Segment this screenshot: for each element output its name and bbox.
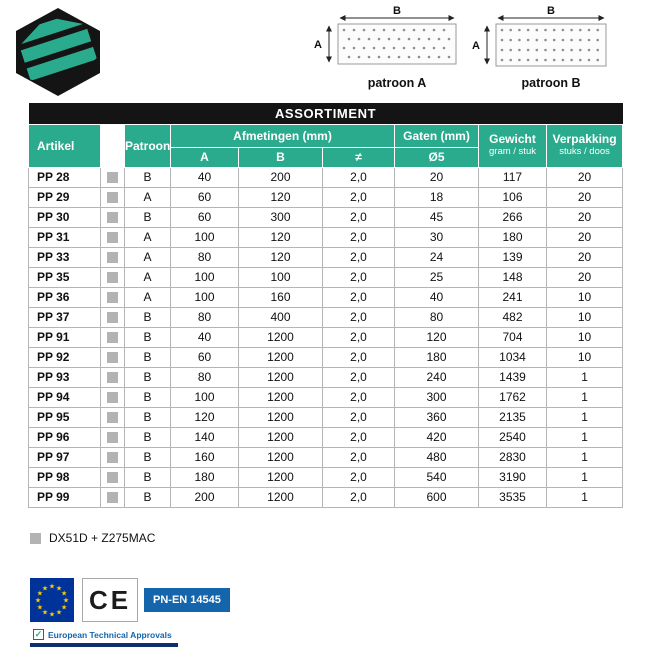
table-row [29, 427, 623, 447]
holes-cell: 120 [395, 327, 479, 347]
material-indicator-cell [101, 387, 125, 407]
dim-a-label: A [314, 39, 322, 51]
thickness-cell: 2,0 [323, 307, 395, 327]
eu-flag-icon [30, 578, 74, 627]
header-afmetingen: Afmetingen (mm) [171, 124, 395, 147]
artikel-cell: PP 29 [29, 187, 101, 207]
holes-cell: 420 [395, 427, 479, 447]
material-indicator-cell [101, 487, 125, 507]
patroon-cell: A [125, 287, 171, 307]
dim-b-cell: 300 [239, 207, 323, 227]
svg-text:★: ★ [55, 609, 63, 617]
patroon-b-diagram [468, 4, 614, 90]
thickness-cell: 2,0 [323, 467, 395, 487]
dim-b-cell: 400 [239, 307, 323, 327]
material-indicator-icon [107, 212, 118, 223]
patroon-cell: B [125, 407, 171, 427]
dim-a-cell: 160 [171, 447, 239, 467]
artikel-cell: PP 98 [29, 467, 101, 487]
packaging-cell: 1 [547, 427, 623, 447]
material-indicator-icon [107, 332, 118, 343]
svg-text:★: ★ [48, 611, 56, 619]
hexagon-logo-icon [10, 6, 106, 98]
material-indicator-cell [101, 247, 125, 267]
packaging-cell: 10 [547, 287, 623, 307]
material-indicator-icon [107, 272, 118, 283]
svg-text:★: ★ [62, 597, 70, 605]
dim-b-label: B [547, 5, 555, 17]
dim-b-label: B [393, 5, 401, 17]
artikel-cell: PP 96 [29, 427, 101, 447]
material-legend-label: DX51D + Z275MAC [49, 531, 156, 545]
weight-cell: 106 [479, 187, 547, 207]
svg-text:★: ★ [41, 585, 49, 593]
table-row [29, 167, 623, 187]
header-verpakking [547, 124, 623, 167]
patroon-cell: B [125, 427, 171, 447]
artikel-cell: PP 95 [29, 407, 101, 427]
thickness-cell: 2,0 [323, 347, 395, 367]
material-indicator-cell [101, 267, 125, 287]
holes-cell: 40 [395, 287, 479, 307]
patroon-cell: B [125, 347, 171, 367]
material-indicator-icon [107, 372, 118, 383]
patroon-cell: A [125, 247, 171, 267]
header-verpakking-title: Verpakking [552, 132, 617, 147]
table-row [29, 267, 623, 287]
holes-cell: 480 [395, 447, 479, 467]
dim-a-cell: 100 [171, 387, 239, 407]
material-indicator-icon [30, 533, 41, 544]
holes-cell: 24 [395, 247, 479, 267]
table-row [29, 347, 623, 367]
packaging-cell: 1 [547, 447, 623, 467]
table-row [29, 227, 623, 247]
thickness-cell: 2,0 [323, 367, 395, 387]
table-row [29, 387, 623, 407]
artikel-cell: PP 28 [29, 167, 101, 187]
material-indicator-icon [107, 172, 118, 183]
material-indicator-cell [101, 327, 125, 347]
material-indicator-cell [101, 287, 125, 307]
packaging-cell: 1 [547, 387, 623, 407]
material-indicator-cell [101, 467, 125, 487]
thickness-cell: 2,0 [323, 267, 395, 287]
thickness-cell: 2,0 [323, 327, 395, 347]
packaging-cell: 1 [547, 367, 623, 387]
material-indicator-icon [107, 352, 118, 363]
eta-badge [30, 627, 178, 647]
svg-text:★: ★ [55, 585, 63, 593]
packaging-cell: 1 [547, 467, 623, 487]
svg-text:★: ★ [36, 604, 44, 612]
thickness-cell: 2,0 [323, 407, 395, 427]
weight-cell: 266 [479, 207, 547, 227]
checkmark-icon: ✓ [34, 629, 43, 639]
thickness-cell: 2,0 [323, 247, 395, 267]
holes-cell: 540 [395, 467, 479, 487]
standard-badge: PN-EN 14545 [144, 588, 230, 612]
artikel-cell: PP 37 [29, 307, 101, 327]
patroon-cell: B [125, 367, 171, 387]
table-row [29, 207, 623, 227]
packaging-cell: 20 [547, 267, 623, 287]
svg-text:★: ★ [34, 597, 42, 605]
svg-text:★: ★ [60, 590, 68, 598]
svg-text:★: ★ [48, 583, 56, 591]
table-row [29, 407, 623, 427]
weight-cell: 1762 [479, 387, 547, 407]
packaging-cell: 1 [547, 487, 623, 507]
dim-a-cell: 200 [171, 487, 239, 507]
holes-cell: 30 [395, 227, 479, 247]
patroon-a-caption: patroon A [367, 76, 427, 90]
header-verpakking-unit: stuks / doos [559, 146, 610, 158]
artikel-cell: PP 35 [29, 267, 101, 287]
material-indicator-cell [101, 367, 125, 387]
dim-a-cell: 60 [171, 207, 239, 227]
weight-cell: 139 [479, 247, 547, 267]
material-indicator-icon [107, 232, 118, 243]
dim-b-cell: 1200 [239, 387, 323, 407]
packaging-cell: 10 [547, 347, 623, 367]
packaging-cell: 20 [547, 227, 623, 247]
header-patroon: Patroon [125, 124, 171, 167]
weight-cell: 180 [479, 227, 547, 247]
dim-a-cell: 180 [171, 467, 239, 487]
header-material-indicator [101, 124, 125, 167]
table-title: ASSORTIMENT [29, 103, 623, 124]
material-indicator-icon [107, 192, 118, 203]
table-row [29, 487, 623, 507]
table-row [29, 187, 623, 207]
weight-cell: 1439 [479, 367, 547, 387]
patroon-cell: B [125, 167, 171, 187]
holes-cell: 240 [395, 367, 479, 387]
holes-cell: 45 [395, 207, 479, 227]
table-row [29, 447, 623, 467]
header-gewicht [479, 124, 547, 167]
header-thickness: ≠ [323, 147, 395, 167]
svg-text:★: ★ [41, 609, 49, 617]
holes-cell: 360 [395, 407, 479, 427]
artikel-cell: PP 93 [29, 367, 101, 387]
material-indicator-cell [101, 407, 125, 427]
patroon-cell: A [125, 227, 171, 247]
weight-cell: 148 [479, 267, 547, 287]
patroon-cell: A [125, 267, 171, 287]
packaging-cell: 20 [547, 207, 623, 227]
svg-text:★: ★ [60, 604, 68, 612]
material-indicator-cell [101, 307, 125, 327]
artikel-cell: PP 91 [29, 327, 101, 347]
header-dim-a: A [171, 147, 239, 167]
dim-a-cell: 80 [171, 307, 239, 327]
weight-cell: 2540 [479, 427, 547, 447]
table-body [29, 167, 623, 507]
ce-mark: CE [82, 578, 138, 622]
dim-b-cell: 120 [239, 187, 323, 207]
material-indicator-cell [101, 347, 125, 367]
patroon-cell: B [125, 467, 171, 487]
material-indicator-icon [107, 312, 118, 323]
artikel-cell: PP 99 [29, 487, 101, 507]
packaging-cell: 10 [547, 327, 623, 347]
weight-cell: 2135 [479, 407, 547, 427]
holes-cell: 600 [395, 487, 479, 507]
dim-b-cell: 160 [239, 287, 323, 307]
dim-a-label: A [472, 40, 480, 52]
holes-cell: 25 [395, 267, 479, 287]
patroon-cell: B [125, 387, 171, 407]
holes-cell: 18 [395, 187, 479, 207]
dim-a-cell: 120 [171, 407, 239, 427]
artikel-cell: PP 36 [29, 287, 101, 307]
weight-cell: 704 [479, 327, 547, 347]
packaging-cell: 10 [547, 307, 623, 327]
material-indicator-icon [107, 452, 118, 463]
material-legend [30, 531, 155, 545]
weight-cell: 482 [479, 307, 547, 327]
thickness-cell: 2,0 [323, 187, 395, 207]
dim-a-cell: 80 [171, 247, 239, 267]
assortiment-table [28, 103, 623, 508]
packaging-cell: 20 [547, 247, 623, 267]
packaging-cell: 20 [547, 167, 623, 187]
thickness-cell: 2,0 [323, 487, 395, 507]
header-hole-diameter: Ø5 [395, 147, 479, 167]
patroon-b-caption: patroon B [521, 76, 581, 90]
material-indicator-icon [107, 472, 118, 483]
material-indicator-cell [101, 207, 125, 227]
table-row [29, 247, 623, 267]
thickness-cell: 2,0 [323, 427, 395, 447]
header-dim-b: B [239, 147, 323, 167]
dim-b-cell: 1200 [239, 347, 323, 367]
weight-cell: 3190 [479, 467, 547, 487]
material-indicator-icon [107, 492, 118, 503]
material-indicator-cell [101, 447, 125, 467]
dim-a-cell: 100 [171, 287, 239, 307]
holes-cell: 180 [395, 347, 479, 367]
dim-b-cell: 100 [239, 267, 323, 287]
thickness-cell: 2,0 [323, 207, 395, 227]
patroon-cell: A [125, 187, 171, 207]
dim-a-cell: 140 [171, 427, 239, 447]
dim-b-cell: 120 [239, 227, 323, 247]
thickness-cell: 2,0 [323, 387, 395, 407]
dim-b-cell: 1200 [239, 327, 323, 347]
eta-label: European Technical Approvals [48, 629, 172, 640]
holes-cell: 20 [395, 167, 479, 187]
table-row [29, 287, 623, 307]
table-row [29, 327, 623, 347]
patroon-a-diagram [310, 4, 460, 90]
dim-b-cell: 1200 [239, 407, 323, 427]
header-gaten: Gaten (mm) [395, 124, 479, 147]
dim-a-cell: 40 [171, 327, 239, 347]
weight-cell: 3535 [479, 487, 547, 507]
dim-a-cell: 60 [171, 347, 239, 367]
dim-a-cell: 60 [171, 187, 239, 207]
header-gewicht-unit: gram / stuk [489, 146, 536, 158]
patroon-cell: B [125, 307, 171, 327]
packaging-cell: 20 [547, 187, 623, 207]
dim-b-cell: 1200 [239, 447, 323, 467]
table-row [29, 367, 623, 387]
artikel-cell: PP 97 [29, 447, 101, 467]
material-indicator-icon [107, 252, 118, 263]
material-indicator-cell [101, 187, 125, 207]
material-indicator-cell [101, 227, 125, 247]
dim-b-cell: 120 [239, 247, 323, 267]
patroon-cell: B [125, 327, 171, 347]
artikel-cell: PP 33 [29, 247, 101, 267]
thickness-cell: 2,0 [323, 447, 395, 467]
dim-b-cell: 1200 [239, 367, 323, 387]
holes-cell: 300 [395, 387, 479, 407]
holes-cell: 80 [395, 307, 479, 327]
material-indicator-icon [107, 432, 118, 443]
dim-b-cell: 1200 [239, 427, 323, 447]
table-row [29, 307, 623, 327]
dim-a-cell: 80 [171, 367, 239, 387]
material-indicator-cell [101, 167, 125, 187]
material-indicator-icon [107, 392, 118, 403]
patroon-cell: B [125, 207, 171, 227]
artikel-cell: PP 94 [29, 387, 101, 407]
dim-b-cell: 200 [239, 167, 323, 187]
weight-cell: 117 [479, 167, 547, 187]
artikel-cell: PP 30 [29, 207, 101, 227]
header-artikel: Artikel [29, 124, 101, 167]
weight-cell: 1034 [479, 347, 547, 367]
thickness-cell: 2,0 [323, 287, 395, 307]
dim-a-cell: 100 [171, 227, 239, 247]
material-indicator-icon [107, 292, 118, 303]
material-indicator-cell [101, 427, 125, 447]
table-row [29, 467, 623, 487]
packaging-cell: 1 [547, 407, 623, 427]
dim-a-cell: 40 [171, 167, 239, 187]
weight-cell: 2830 [479, 447, 547, 467]
patroon-cell: B [125, 447, 171, 467]
svg-text:★: ★ [36, 590, 44, 598]
artikel-cell: PP 92 [29, 347, 101, 367]
material-indicator-icon [107, 412, 118, 423]
dim-a-cell: 100 [171, 267, 239, 287]
dim-b-cell: 1200 [239, 487, 323, 507]
patroon-cell: B [125, 487, 171, 507]
thickness-cell: 2,0 [323, 227, 395, 247]
company-logo [10, 6, 106, 103]
weight-cell: 241 [479, 287, 547, 307]
thickness-cell: 2,0 [323, 167, 395, 187]
artikel-cell: PP 31 [29, 227, 101, 247]
header-gewicht-title: Gewicht [489, 132, 536, 147]
dim-b-cell: 1200 [239, 467, 323, 487]
